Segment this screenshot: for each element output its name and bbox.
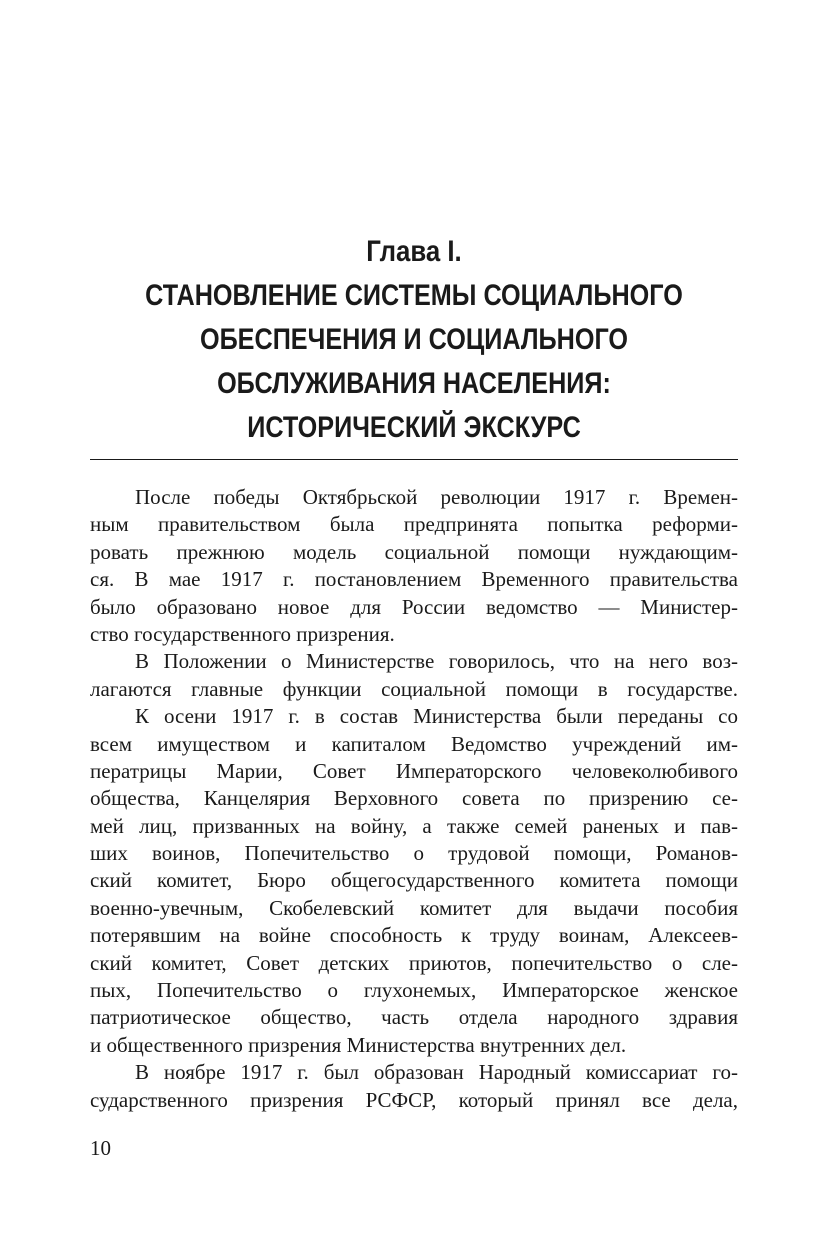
heading-divider <box>90 459 738 460</box>
text-line: В Положении о Министерстве говорилось, что на него воз- <box>135 649 738 674</box>
text-line: военно-увечным, Скобелевский комитет для выдачи пособия <box>90 895 738 920</box>
text-line: ся. В мае 1917 г. постановлением Временного правительства <box>90 567 738 592</box>
text-line: К осени 1917 г. в состав Министерства были переданы со <box>135 704 738 729</box>
text-line: ский комитет, Совет детских приютов, попечительство о сле- <box>90 950 738 975</box>
text-line: ператрицы Марии, Совет Императорского человеколюбивого <box>90 758 738 783</box>
text-line: было образовано новое для России ведомство — Министер- <box>90 594 738 619</box>
chapter-title-line: ОБЕСПЕЧЕНИЯ И СОЦИАЛЬНОГО <box>199 323 629 356</box>
text-line: общества, Канцелярия Верховного совета по призрению се- <box>90 786 738 811</box>
text-line: лагаются главные функции социальной помощи в государстве. <box>90 676 738 701</box>
text-line: ших воинов, Попечительство о трудовой помощи, Романов- <box>90 841 738 866</box>
paragraph <box>90 648 738 703</box>
text-line: В ноябре 1917 г. был образован Народный комиссариат го- <box>135 1060 738 1085</box>
text-line: После победы Октябрьской революции 1917 г. Времен- <box>135 485 738 509</box>
body-text <box>90 484 738 1114</box>
page-number: 10 <box>90 1136 111 1160</box>
chapter-label: Глава I. <box>366 235 462 268</box>
paragraph <box>90 484 738 648</box>
text-line: и общественного призрения Министерства внутренних дел. <box>90 1032 627 1057</box>
paragraph <box>90 1059 738 1114</box>
text-line: ным правительством была предпринята попытка реформи- <box>90 512 738 537</box>
text-line: всем имуществом и капиталом Ведомство учреждений им- <box>90 731 738 756</box>
text-line: ский комитет, Бюро общегосударственного комитета помощи <box>90 868 738 893</box>
chapter-title-line: ИСТОРИЧЕСКИЙ ЭКСКУРС <box>247 411 581 444</box>
text-line: потерявшим на войне способность к труду воинам, Алексеев- <box>90 923 738 948</box>
text-line: сударственного призрения РСФСР, который принял все дела, <box>90 1087 738 1112</box>
text-line: патриотическое общество, часть отдела народного здравия <box>90 1005 738 1030</box>
chapter-title-line: СТАНОВЛЕНИЕ СИСТЕМЫ СОЦИАЛЬНОГО <box>145 279 683 312</box>
chapter-heading <box>90 230 738 450</box>
text-line: пых, Попечительство о глухонемых, Императорское женское <box>90 978 738 1003</box>
chapter-title <box>90 274 738 450</box>
text-line: ство государственного призрения. <box>90 621 395 646</box>
text-line: мей лиц, призванных на войну, а также семей раненых и пав- <box>90 813 738 838</box>
paragraph <box>90 703 738 1059</box>
chapter-title-line: ОБСЛУЖИВАНИЯ НАСЕЛЕНИЯ: <box>217 367 611 400</box>
text-line: ровать прежнюю модель социальной помощи нуждающим- <box>90 539 738 564</box>
